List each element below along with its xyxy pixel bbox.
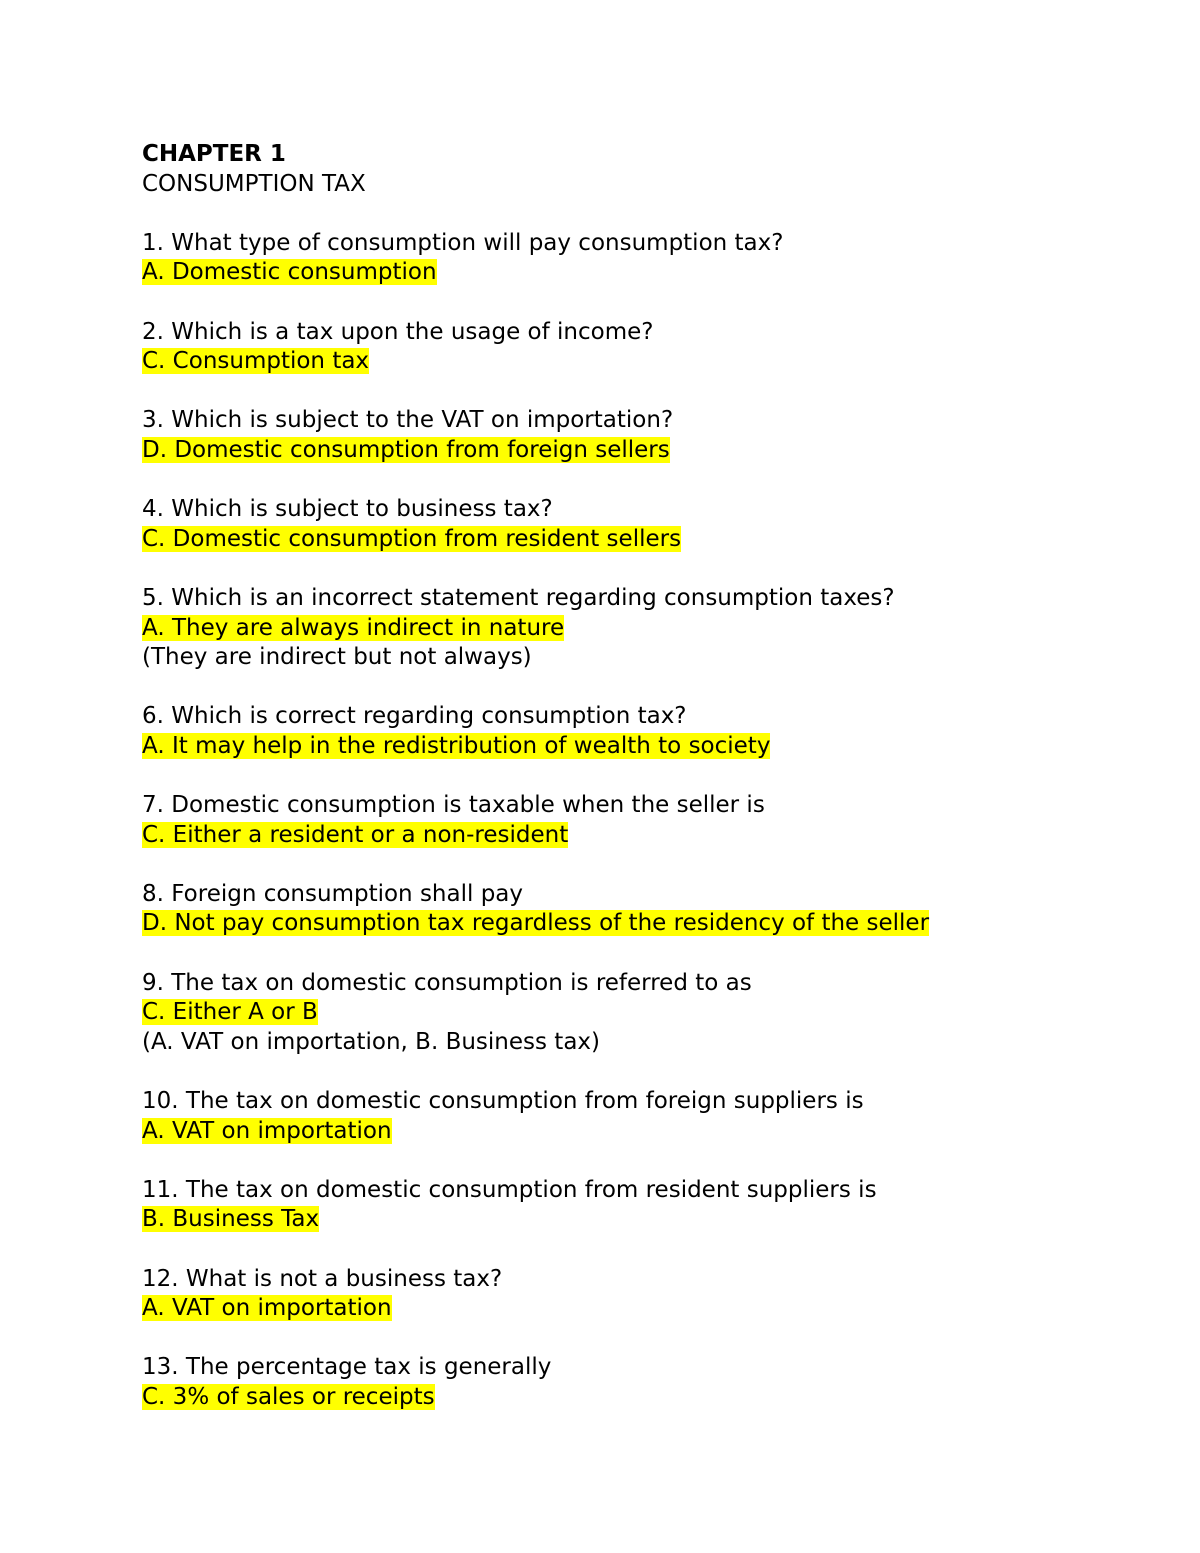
answer-highlight: A. VAT on importation <box>142 1295 392 1322</box>
question-item <box>142 1265 1142 1324</box>
answer-note: (A. VAT on importation, B. Business tax) <box>142 1028 601 1055</box>
question-text: 3. Which is subject to the VAT on importation? <box>142 407 674 434</box>
answer-highlight: A. It may help in the redistribution of wealth to society <box>142 732 771 759</box>
answer-highlight: C. Consumption tax <box>142 348 370 375</box>
answer-highlight: C. Either a resident or a non-resident <box>142 821 569 848</box>
question-item <box>142 702 1142 761</box>
answer-text <box>142 1117 1142 1147</box>
question-item <box>142 791 1142 850</box>
answer-highlight: C. Either A or B <box>142 999 318 1026</box>
question-text: 8. Foreign consumption shall pay <box>142 880 523 907</box>
question-text: 11. The tax on domestic consumption from resident suppliers is <box>142 1176 877 1203</box>
question-text: 1. What type of consumption will pay consumption tax? <box>142 229 784 256</box>
question-text: 7. Domestic consumption is taxable when the seller is <box>142 792 765 819</box>
question-item <box>142 229 1142 288</box>
answer-text <box>142 909 1142 939</box>
answer-text <box>142 1294 1142 1324</box>
question-item <box>142 1353 1142 1412</box>
question-text: 10. The tax on domestic consumption from foreign suppliers is <box>142 1088 864 1114</box>
answer-highlight: D. Not pay consumption tax regardless of the residency of the seller <box>142 910 930 937</box>
question-text: 6. Which is correct regarding consumption tax? <box>142 703 687 730</box>
chapter-heading: CHAPTER 1 <box>142 141 286 167</box>
question-text: 4. Which is subject to business tax? <box>142 496 553 523</box>
question-item <box>142 1087 1142 1146</box>
question-text: 5. Which is an incorrect statement regarding consumption taxes? <box>142 584 895 611</box>
answer-highlight: D. Domestic consumption from foreign sellers <box>142 436 670 463</box>
question-item <box>142 318 1142 377</box>
answer-text <box>142 347 1142 377</box>
question-item <box>142 969 1142 1058</box>
answer-text <box>142 1205 1142 1235</box>
answer-text <box>142 525 1142 555</box>
answer-text <box>142 614 1142 644</box>
document-page <box>142 140 1142 1442</box>
answer-highlight: A. VAT on importation <box>142 1117 392 1144</box>
question-text: 9. The tax on domestic consumption is referred to as <box>142 969 752 996</box>
question-item <box>142 495 1142 554</box>
answer-highlight: C. Domestic consumption from resident sellers <box>142 525 682 552</box>
answer-text <box>142 732 1142 762</box>
question-text: 2. Which is a tax upon the usage of income? <box>142 318 654 345</box>
answer-highlight: C. 3% of sales or receipts <box>142 1383 435 1410</box>
question-text: 12. What is not a business tax? <box>142 1265 503 1292</box>
chapter-subtitle: CONSUMPTION TAX <box>142 170 366 197</box>
answer-highlight: B. Business Tax <box>142 1206 320 1233</box>
question-item <box>142 406 1142 465</box>
answer-text <box>142 258 1142 288</box>
question-item <box>142 880 1142 939</box>
answer-text <box>142 436 1142 466</box>
answer-highlight: A. They are always indirect in nature <box>142 614 565 641</box>
answer-text <box>142 998 1142 1028</box>
answer-text <box>142 1383 1142 1413</box>
answer-highlight: A. Domestic consumption <box>142 259 437 286</box>
answer-text <box>142 821 1142 851</box>
question-text: 13. The percentage tax is generally <box>142 1354 552 1381</box>
question-item <box>142 1176 1142 1235</box>
question-item <box>142 584 1142 673</box>
answer-note: (They are indirect but not always) <box>142 644 532 671</box>
